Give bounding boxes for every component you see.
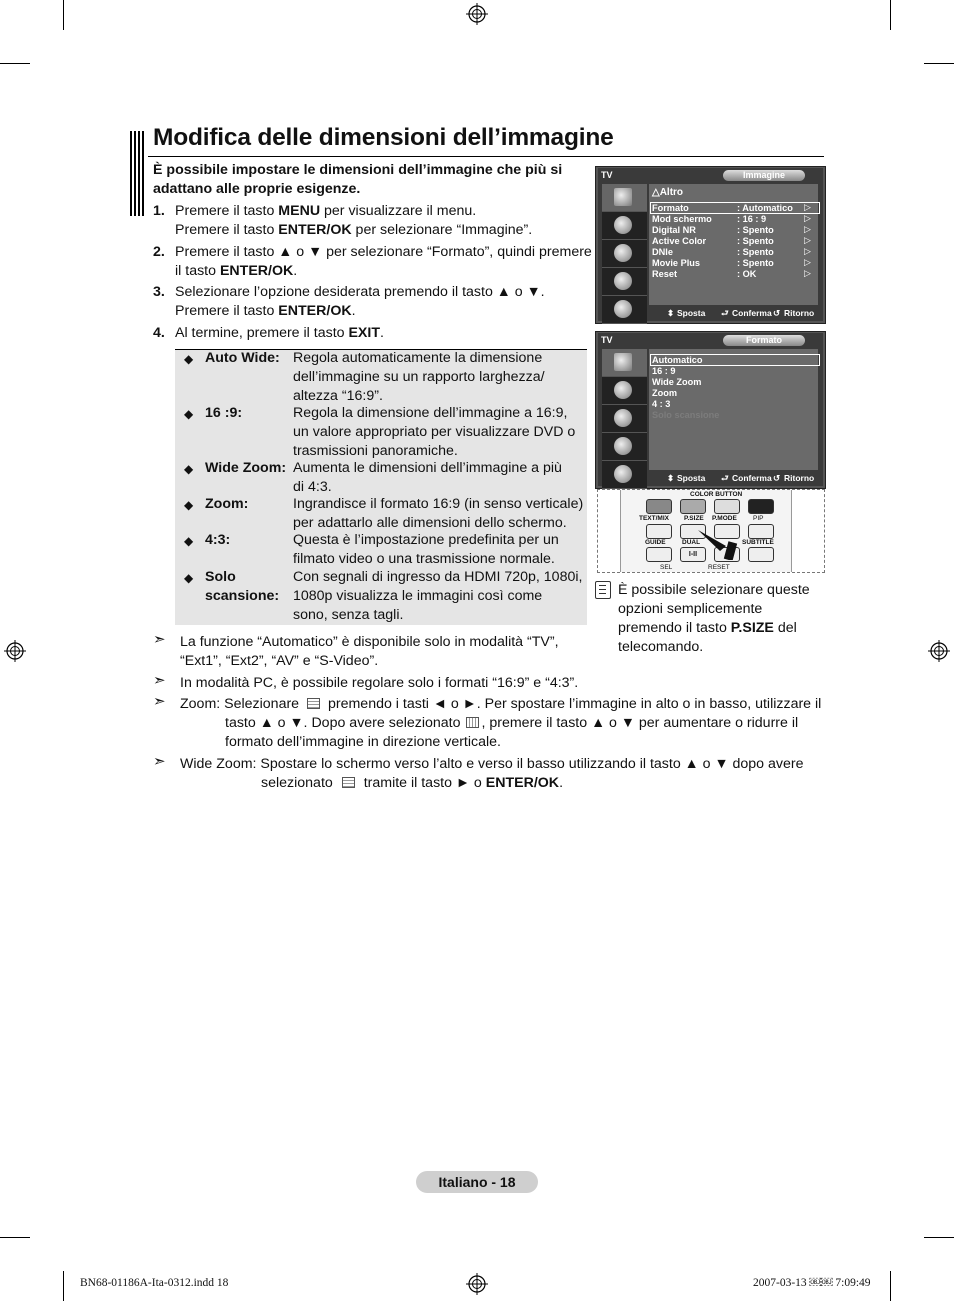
osd-value: : 16 : 9 (737, 214, 767, 224)
step-line: Al termine, premere il tasto EXIT. (175, 325, 384, 341)
osd-item[interactable]: Mod schermo (652, 214, 712, 224)
osd-source: TV (601, 170, 613, 180)
input-icon (602, 296, 647, 324)
print-slug-left: BN68-01186A-Ita-0312.indd 18 (80, 1277, 229, 1289)
setup-icon (602, 268, 647, 296)
picture-icon (602, 184, 647, 212)
arrow-right-icon: ▷ (804, 202, 811, 212)
arrow-right-icon: ▷ (804, 224, 811, 234)
osd-item[interactable]: 4 : 3 (652, 399, 671, 409)
step-line: il tasto ENTER/OK. (175, 263, 298, 279)
crop-mark (63, 0, 64, 30)
osd-item[interactable]: Active Color (652, 236, 707, 246)
green-button[interactable] (680, 499, 706, 514)
title-decoration (130, 131, 144, 216)
sound-icon (602, 212, 647, 240)
note-line: Zoom: Selezionare premendo i tasti ◄ o ►. Per spostare l’immagine in alto o in basso, utilizzare il (180, 696, 822, 712)
osd-list (649, 349, 818, 470)
osd-item[interactable]: Automatico (652, 355, 703, 365)
registration-mark-icon (928, 640, 950, 662)
arrow-right-icon: ▷ (804, 246, 811, 256)
input-icon (602, 461, 647, 489)
side-note-line: È possibile selezionare queste (618, 582, 810, 598)
option-label: 16 :9: (205, 405, 243, 421)
osd-item[interactable]: Zoom (652, 388, 678, 398)
dual-button[interactable]: I-II (680, 547, 706, 562)
bullet-diamond-icon: ◆ (184, 534, 194, 548)
enter-icon: ⮐ (721, 473, 729, 483)
blue-button[interactable] (748, 499, 774, 514)
osd-item[interactable]: Wide Zoom (652, 377, 702, 387)
note-arrow-icon: ➣ (153, 693, 163, 710)
crop-mark (0, 1237, 30, 1238)
picture-icon (602, 349, 647, 377)
note-arrow-icon: ➣ (153, 631, 163, 648)
zoom-size-icon (466, 717, 479, 728)
print-slug-right: 2007-03-13 ￼￼ 7:09:49 (753, 1277, 871, 1289)
page-number: Italiano - 18 (416, 1171, 538, 1193)
step-number: 2. (153, 244, 165, 260)
side-note-line: telecomando. (618, 639, 704, 655)
bullet-diamond-icon: ◆ (184, 498, 194, 512)
osd-header: Formato (723, 335, 805, 346)
osd-picture-menu (595, 166, 826, 324)
option-desc: Questa è l’impostazione predefinita per un filmato video o una trasmissione normale. (293, 532, 559, 567)
return-icon: ↺ (773, 308, 781, 318)
note-icon (595, 581, 611, 599)
side-note-line: premendo il tasto P.SIZE del (618, 620, 797, 636)
yellow-button[interactable] (714, 499, 740, 514)
note-line: In modalità PC, è possibile regolare solo i formati “16:9” e “4:3”. (180, 675, 579, 691)
osd-item[interactable]: 16 : 9 (652, 366, 676, 376)
note-arrow-icon: ➣ (153, 672, 163, 689)
osd-format-menu (595, 331, 826, 489)
option-desc: Ingrandisce il formato 16:9 (in senso verticale) per adattarlo alle dimensioni dello schermo. (293, 496, 584, 531)
note-line: Wide Zoom: Spostare lo schermo verso l’alto e verso il basso utilizzando il tasto ▲ o ▼ dopo avere (180, 756, 804, 772)
osd-item-disabled: Solo scansione (652, 410, 720, 420)
updown-icon: ⬍ (667, 473, 675, 483)
channel-icon (602, 405, 647, 433)
osd-item[interactable]: Reset (652, 269, 678, 279)
page-title: Modifica delle dimensioni dell’immagine (153, 124, 614, 151)
osd-footer: ⬍ Sposta ⮐ Conferma ↺ Ritorno (649, 306, 818, 320)
zoom-move-icon (307, 698, 320, 709)
step-line: Selezionare l’opzione desiderata premendo il tasto ▲ o ▼. (175, 284, 545, 300)
channel-icon (602, 240, 647, 268)
return-icon: ↺ (773, 473, 781, 483)
osd-header: Immagine (723, 170, 805, 181)
step-line: Premere il tasto MENU per visualizzare il menu. (175, 203, 477, 219)
enter-icon: ⮐ (721, 308, 729, 318)
step-number: 3. (153, 284, 165, 300)
osd-footer: ⬍ Sposta ⮐ Conferma ↺ Ritorno (649, 471, 818, 485)
osd-value: : Spento (737, 258, 774, 268)
option-desc: Con segnali di ingresso da HDMI 720p, 1080i, 1080p visualizza le immagini così come sono, senza tagli. (293, 569, 583, 623)
crop-mark (0, 63, 30, 64)
osd-item[interactable]: Formato (652, 203, 689, 213)
intro-line: adattano alle proprie esigenze. (153, 181, 361, 197)
crop-mark (924, 1237, 954, 1238)
arrow-right-icon: ▷ (804, 257, 811, 267)
side-note-line: opzioni semplicemente (618, 601, 763, 617)
subtitle-button[interactable] (748, 547, 774, 562)
osd-item[interactable]: Movie Plus (652, 258, 700, 268)
osd-sidebar (602, 184, 647, 324)
registration-mark-icon (466, 3, 488, 25)
arrow-right-icon: ▷ (804, 213, 811, 223)
crop-mark (890, 0, 891, 30)
osd-value: : Automatico (737, 203, 793, 213)
remote-control-detail: COLOR BUTTON TEXT/MIX P.SIZE P.MODE PIP GUIDE DUAL SUBTITLE I-II SEL RESET (597, 489, 825, 573)
option-desc: Regola automaticamente la dimensione dell’immagine su un rapporto larghezza/ altezza “16:9”. (293, 350, 545, 404)
bullet-diamond-icon: ◆ (184, 352, 194, 366)
arrow-right-icon: ▷ (804, 268, 811, 278)
option-label: Wide Zoom: (205, 460, 287, 476)
option-label: Zoom: (205, 496, 249, 512)
registration-mark-icon (4, 640, 26, 662)
step-line: Premere il tasto ENTER/OK. (175, 303, 356, 319)
title-rule (148, 156, 824, 157)
text-mix-button[interactable] (646, 524, 672, 539)
setup-icon (602, 433, 647, 461)
osd-source: TV (601, 335, 613, 345)
note-line: “Ext1”, “Ext2”, “AV” e “S-Video”. (180, 653, 379, 669)
note-line: formato dell’immagine in direzione verticale. (225, 734, 501, 750)
osd-value: : OK (737, 269, 757, 279)
option-label: 4:3: (205, 532, 231, 548)
pointer-hand-icon (696, 516, 746, 560)
red-button[interactable] (646, 499, 672, 514)
note-line: tasto ▲ o ▼. Dopo avere selezionato , premere il tasto ▲ o ▼ per aumentare o ridurre il (225, 715, 799, 731)
guide-button[interactable] (646, 547, 672, 562)
updown-icon: ⬍ (667, 308, 675, 318)
option-label: Auto Wide: (205, 350, 280, 366)
osd-sidebar (602, 349, 647, 489)
bullet-diamond-icon: ◆ (184, 571, 194, 585)
osd-value: : Spento (737, 236, 774, 246)
crop-mark (63, 1271, 64, 1301)
note-arrow-icon: ➣ (153, 753, 163, 770)
osd-value: : Spento (737, 247, 774, 257)
osd-submenu-label: △Altro (652, 187, 684, 198)
option-desc: Regola la dimensione dell’immagine a 16:9, un valore appropriato per visualizzare DVD o trasmissioni panoramiche. (293, 405, 576, 459)
note-line: selezionato tramite il tasto ► o ENTER/OK. (261, 775, 564, 791)
osd-value: : Spento (737, 225, 774, 235)
wide-zoom-move-icon (342, 777, 355, 788)
option-label: Solo scansione: (205, 569, 280, 604)
arrow-right-icon: ▷ (804, 235, 811, 245)
intro-line: È possibile impostare le dimensioni dell’immagine che più si (153, 162, 563, 178)
bullet-diamond-icon: ◆ (184, 462, 194, 476)
option-desc: Aumenta le dimensioni dell’immagine a più di 4:3. (293, 460, 562, 495)
step-number: 1. (153, 203, 165, 219)
pip-button[interactable] (748, 524, 774, 539)
osd-item[interactable]: Digital NR (652, 225, 696, 235)
registration-mark-icon (466, 1273, 488, 1295)
note-line: La funzione “Automatico” è disponibile solo in modalità “TV”, (180, 634, 559, 650)
step-line: Premere il tasto ENTER/OK per selezionare “Immagine”. (175, 222, 533, 238)
crop-mark (924, 63, 954, 64)
bullet-diamond-icon: ◆ (184, 407, 194, 421)
step-line: Premere il tasto ▲ o ▼ per selezionare “Formato”, quindi premere (175, 244, 592, 260)
osd-list (649, 184, 818, 305)
step-number: 4. (153, 325, 165, 341)
sound-icon (602, 377, 647, 405)
osd-item[interactable]: DNIe (652, 247, 673, 257)
crop-mark (890, 1271, 891, 1301)
